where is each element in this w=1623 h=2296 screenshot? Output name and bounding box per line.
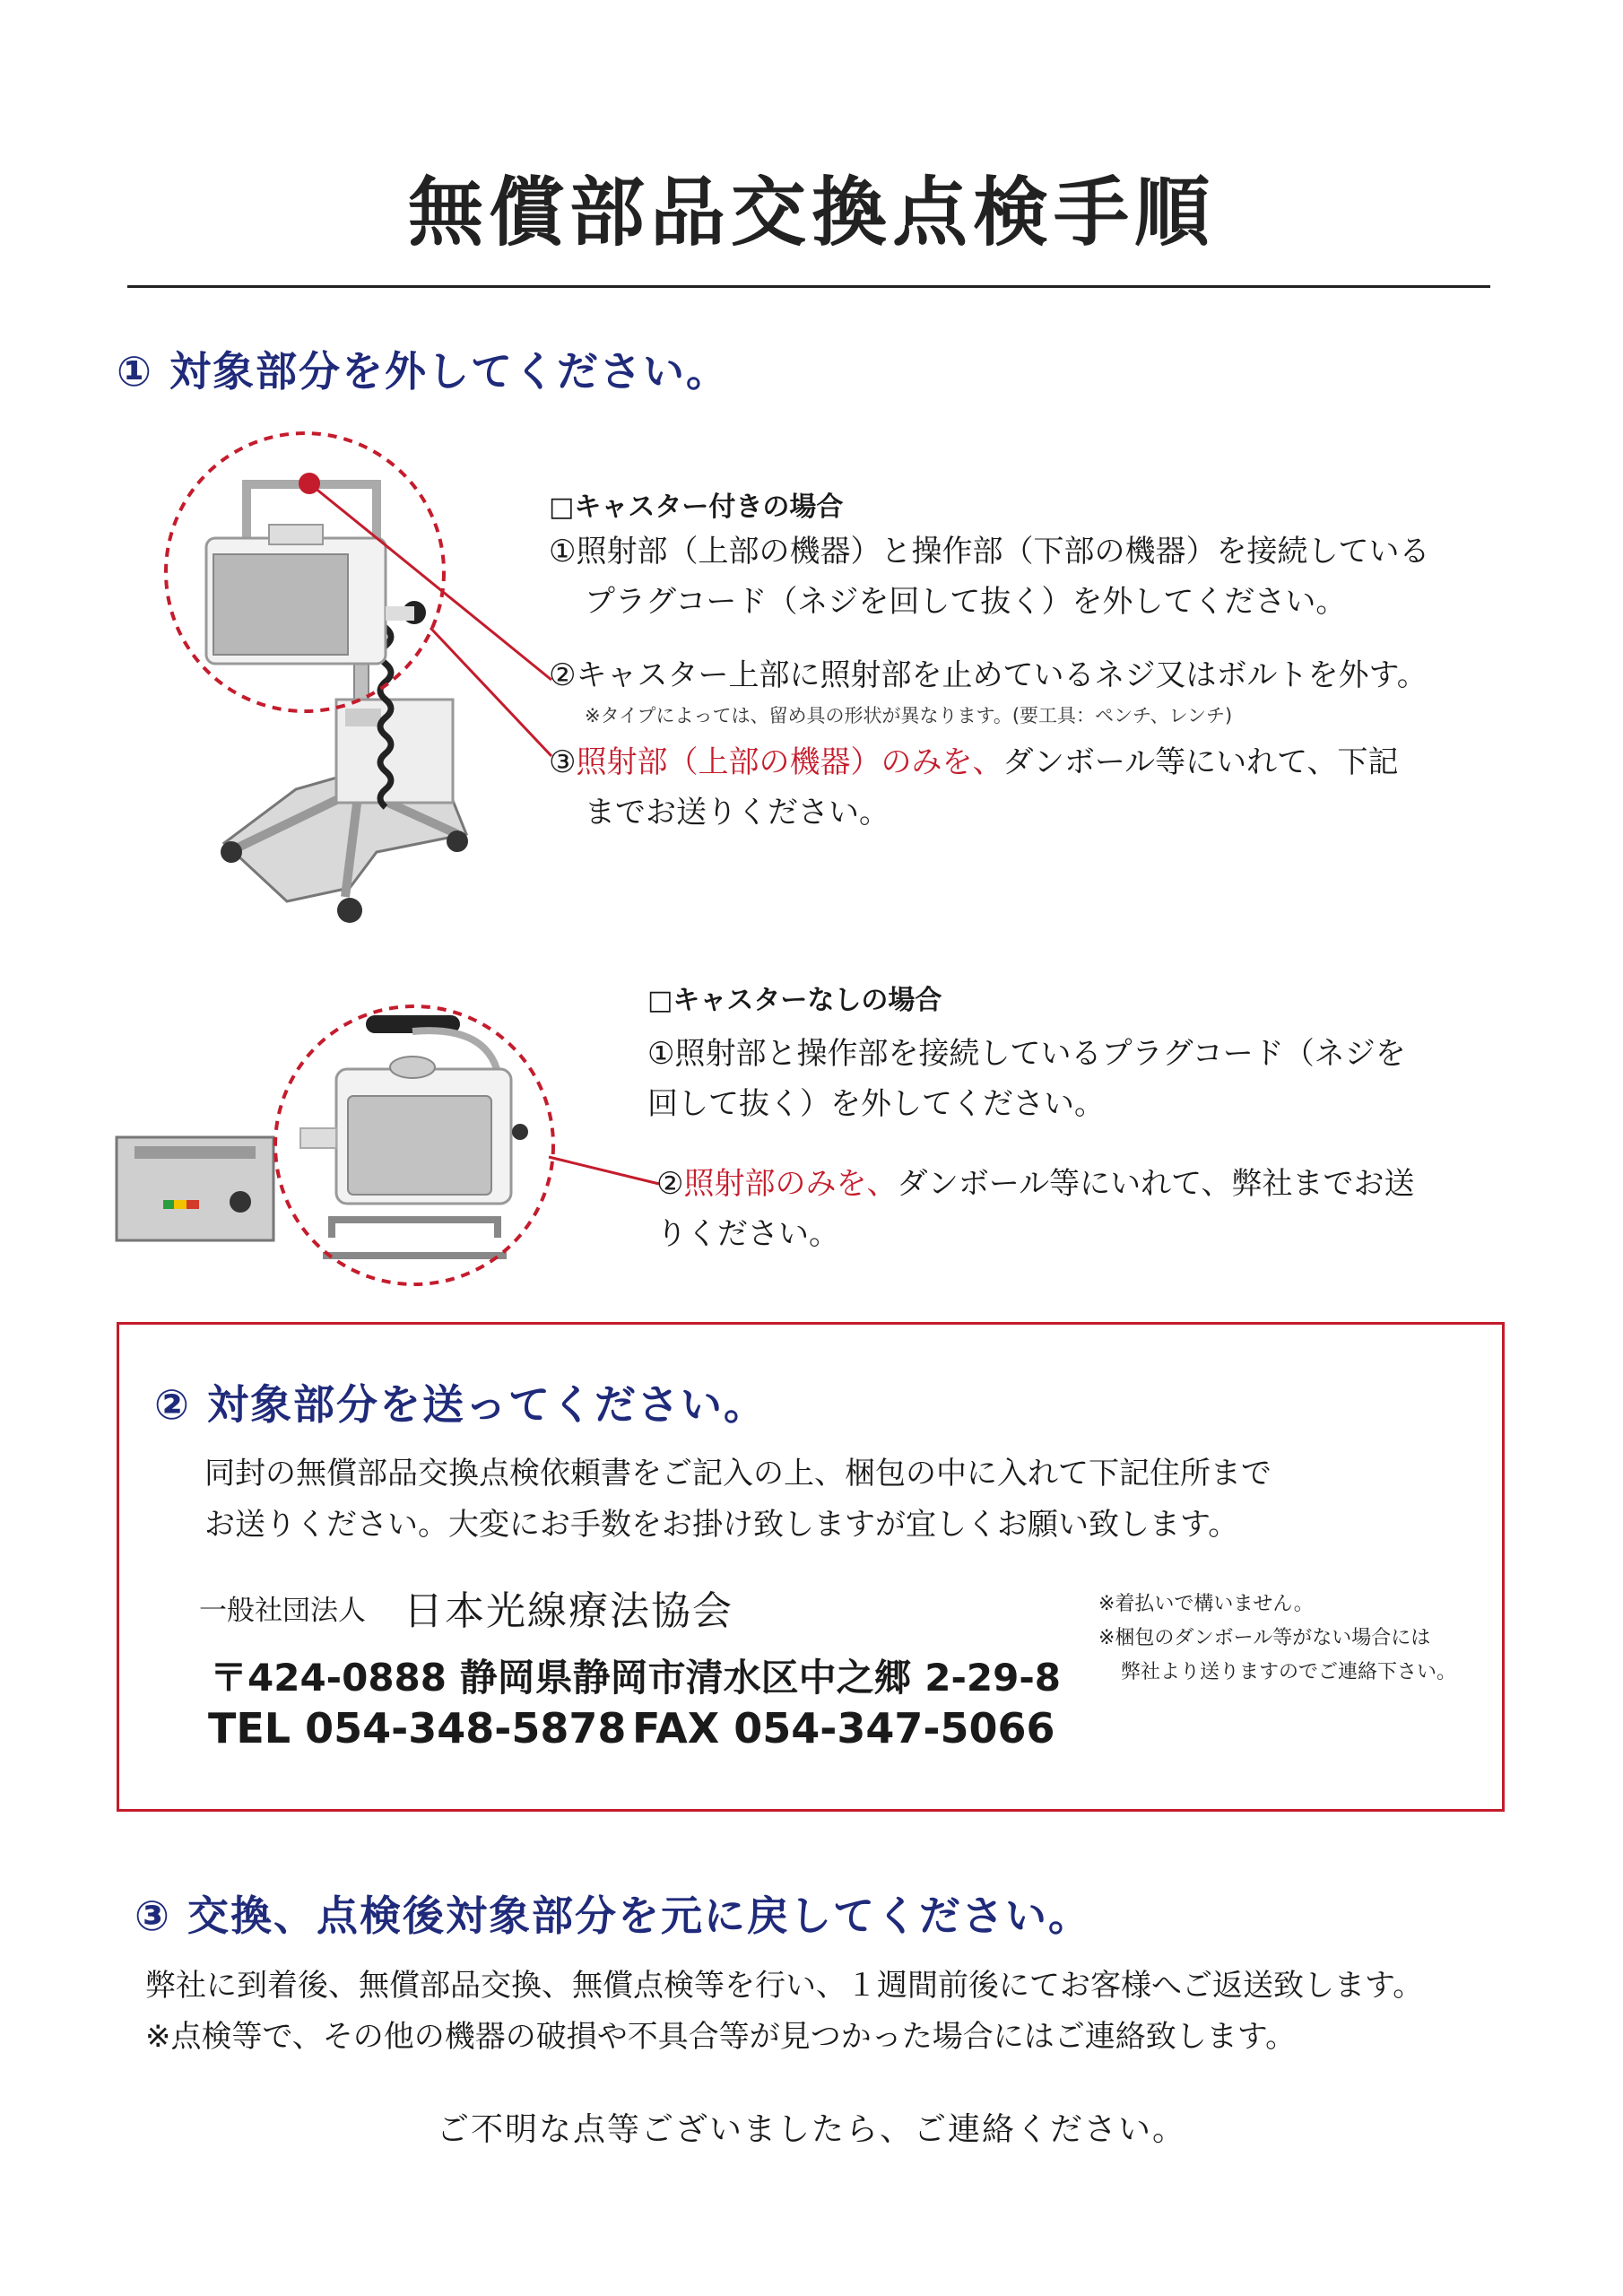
caster-item3-prefix: ③: [549, 744, 577, 780]
caster-item3-rest: ダンボール等にいれて、下記: [1002, 744, 1399, 780]
caster-item3-line1: [549, 737, 1398, 787]
nocaster-case-title: □キャスターなしの場合: [647, 985, 942, 1016]
step1-heading: ① 対象部分を外してください。: [117, 347, 729, 396]
org-prefix: 一般社団法人: [199, 1595, 366, 1627]
caster-item3-highlight: 照射部（上部の機器）のみを、: [576, 744, 1003, 780]
note-box-line1: ※梱包のダンボール等がない場合には: [1098, 1627, 1431, 1649]
caster-item1-line1: ①照射部（上部の機器）と操作部（下部の機器）を接続している: [549, 534, 1430, 570]
step2-heading: ② 対象部分を送ってください。: [154, 1380, 767, 1429]
caster-item1-line2: プラグコード（ネジを回して抜く）を外してください。: [585, 584, 1347, 620]
note-cod: ※着払いで構いません。: [1098, 1593, 1314, 1615]
org-name: 日本光線療法協会: [404, 1588, 733, 1634]
address: 〒424-0888 静岡県静岡市清水区中之郷 2-29-8: [210, 1656, 1061, 1700]
nocaster-device-image: [117, 1015, 528, 1256]
nocaster-item2-line1: [656, 1159, 1414, 1209]
note-box-line2: 弊社より送りますのでご連絡下さい。: [1121, 1661, 1457, 1683]
step2-body-line1: 同封の無償部品交換点検依頼書をご記入の上、梱包の中に入れて下記住所まで: [204, 1456, 1271, 1492]
closing-message: ご不明な点等ございましたら、ご連絡ください。: [436, 2111, 1186, 2148]
step3-body-line1: 弊社に到着後、無償部品交換、無償点検等を行い、１週間前後にてお客様へご返送致します。: [145, 1968, 1424, 2004]
caster-item2: ②キャスター上部に照射部を止めているネジ又はボルトを外す。: [549, 657, 1428, 693]
tel-number: TEL 054-348-5878: [208, 1704, 627, 1752]
caster-item3-line2: までお送りください。: [585, 795, 890, 831]
step3-heading: ③ 交換、点検後対象部分を元に戻してください。: [135, 1892, 1091, 1940]
step2-body-line2: お送りください。大変にお手数をお掛け致しますが宜しくお願い致します。: [204, 1507, 1239, 1543]
step3-body-line2: ※点検等で、その他の機器の破損や不具合等が見つかった場合にはご連絡致します。: [145, 2019, 1297, 2055]
caster-item2-note: ※タイプによっては、留め具の形状が異なります。(要工具：ペンチ、レンチ): [585, 705, 1233, 726]
nocaster-item2-rest: ダンボール等にいれて、弊社までお送: [897, 1166, 1415, 1202]
page-title: 無償部品交換点検手順: [407, 169, 1215, 257]
caster-case-title: □キャスター付きの場合: [549, 491, 844, 523]
nocaster-item2-line2: りください。: [656, 1216, 839, 1252]
nocaster-item2-prefix: ②: [656, 1166, 684, 1202]
fax-number: FAX 054-347-5066: [632, 1704, 1055, 1752]
leader-line-nocaster: [549, 1157, 659, 1184]
caster-device-image: [206, 484, 468, 923]
nocaster-item2-highlight: 照射部のみを、: [683, 1166, 898, 1202]
nocaster-item1-line2: 回して抜く）を外してください。: [647, 1086, 1105, 1122]
nocaster-item1-line1: ①照射部と操作部を接続しているプラグコード（ネジを: [647, 1036, 1406, 1072]
